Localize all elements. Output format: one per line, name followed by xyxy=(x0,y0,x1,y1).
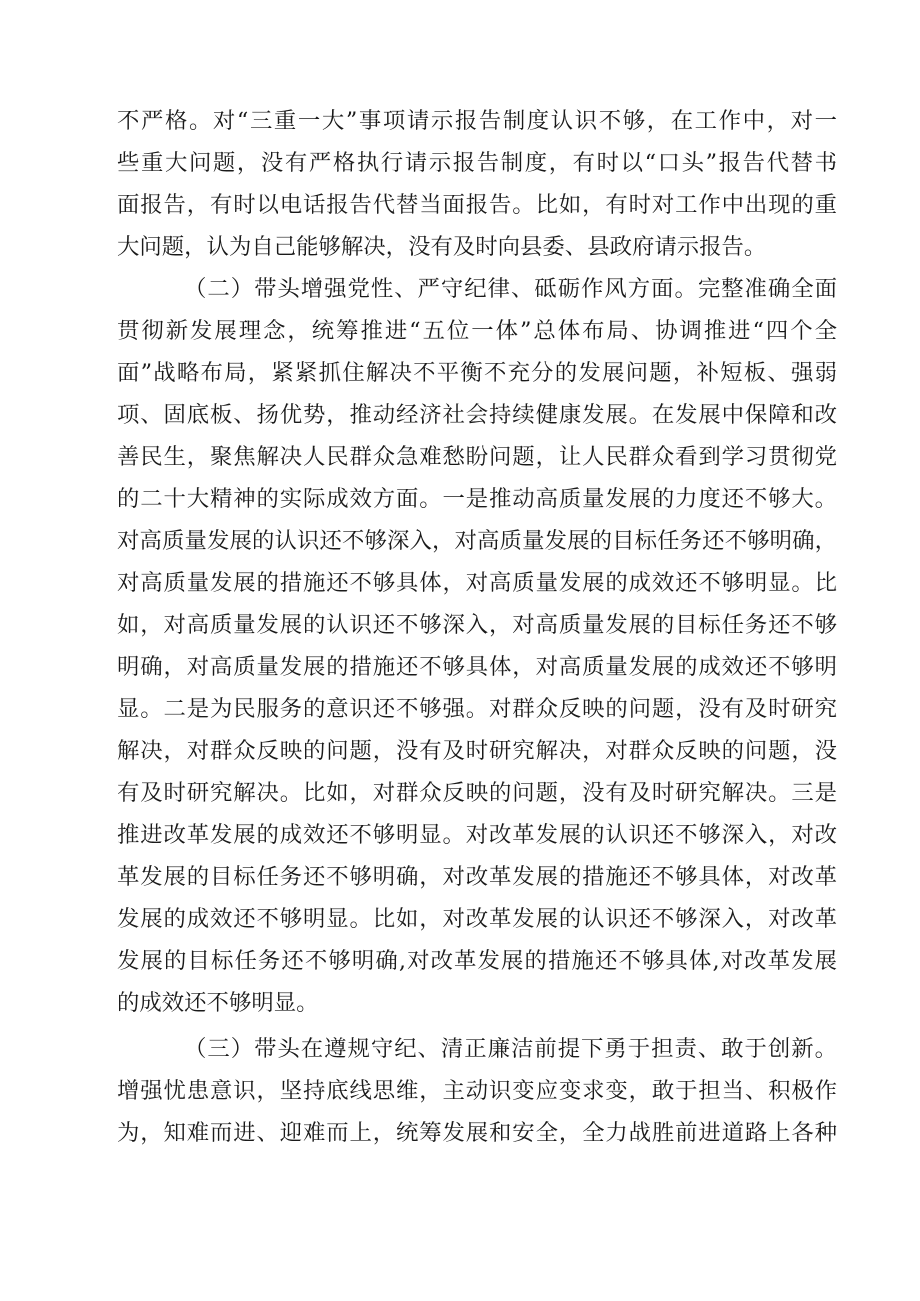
paragraph-2 xyxy=(117,268,837,1024)
text-line: 解决，对群众反映的问题，没有及时研究解决，对群众反映的问题，没 xyxy=(117,738,837,764)
text-line: 贯彻新发展理念，统筹推进“五位一体”总体布局、协调推进“四个全 xyxy=(117,318,837,344)
text-line: 面报告，有时以电话报告代替当面报告。比如，有时对工作中出现的重 xyxy=(117,192,837,218)
text-line: 发展的目标任务还不够明确,对改革发展的措施还不够具体,对改革发展 xyxy=(117,948,837,974)
text-line: 推进改革发展的成效还不够明显。对改革发展的认识还不够深入，对改 xyxy=(117,822,837,848)
text-line: 些重大问题，没有严格执行请示报告制度，有时以“口头”报告代替书 xyxy=(117,150,837,176)
text-line: 有及时研究解决。比如，对群众反映的问题，没有及时研究解决。三是 xyxy=(117,780,837,806)
text-line: 的二十大精神的实际成效方面。一是推动高质量发展的力度还不够大。 xyxy=(117,486,837,512)
text-line: 增强忧患意识，坚持底线思维，主动识变应变求变，敢于担当、积极作 xyxy=(117,1078,837,1104)
paragraph-1 xyxy=(117,100,837,268)
text-line: 发展的成效还不够明显。比如，对改革发展的认识还不够深入，对改革 xyxy=(117,906,837,932)
paragraph-3 xyxy=(117,1028,837,1154)
text-line: 明确，对高质量发展的措施还不够具体，对高质量发展的成效还不够明 xyxy=(117,654,837,680)
document-body xyxy=(117,100,837,1154)
text-line: 项、固底板、扬优势，推动经济社会持续健康发展。在发展中保障和改 xyxy=(117,402,837,428)
text-line: 对高质量发展的认识还不够深入，对高质量发展的目标任务还不够明确， xyxy=(117,528,837,554)
text-line: 显。二是为民服务的意识还不够强。对群众反映的问题，没有及时研究 xyxy=(117,696,837,722)
text-line: 对高质量发展的措施还不够具体，对高质量发展的成效还不够明显。比 xyxy=(117,570,837,596)
text-line: 善民生，聚焦解决人民群众急难愁盼问题，让人民群众看到学习贯彻党 xyxy=(117,444,837,470)
text-line: 如，对高质量发展的认识还不够深入，对高质量发展的目标任务还不够 xyxy=(117,612,837,638)
text-line: （二）带头增强党性、严守纪律、砥砺作风方面。完整准确全面 xyxy=(184,276,837,302)
text-line: 面”战略布局，紧紧抓住解决不平衡不充分的发展问题，补短板、强弱 xyxy=(117,360,837,386)
text-line: 的成效还不够明显。 xyxy=(117,990,319,1016)
text-line: 大问题，认为自己能够解决，没有及时向县委、县政府请示报告。 xyxy=(117,234,767,260)
text-line: 不严格。对“三重一大”事项请示报告制度认识不够，在工作中，对一 xyxy=(117,108,837,134)
text-line: （三）带头在遵规守纪、清正廉洁前提下勇于担责、敢于创新。 xyxy=(184,1036,837,1062)
text-line: 为，知难而进、迎难而上，统筹发展和安全，全力战胜前进道路上各种 xyxy=(117,1120,837,1146)
text-line: 革发展的目标任务还不够明确，对改革发展的措施还不够具体，对改革 xyxy=(117,864,837,890)
